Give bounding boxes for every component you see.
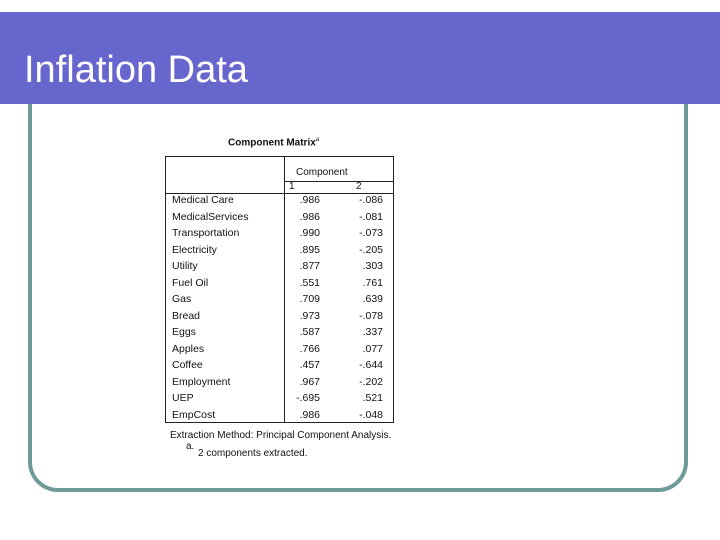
component-2-value: -.081: [359, 210, 383, 223]
component-2-value: .639: [362, 293, 383, 305]
row-label: Utility: [172, 260, 198, 272]
table-row: [166, 310, 393, 327]
component-2-value: .303: [362, 260, 383, 272]
table-row: [166, 343, 393, 360]
table-row: [166, 277, 393, 294]
row-label: Electricity: [172, 243, 217, 256]
table-row: [166, 409, 393, 426]
component-2-value: .761: [362, 276, 383, 289]
component-1-value: .766: [299, 342, 320, 355]
row-label: Transportation: [172, 227, 240, 239]
footnote-marker: a.: [186, 441, 195, 452]
matrix-caption-superscript: a: [315, 137, 320, 143]
component-matrix-figure: [160, 128, 422, 458]
table-row: [166, 244, 393, 261]
row-label: Eggs: [172, 326, 196, 338]
column-header-1: 1: [289, 181, 295, 192]
component-2-value: -.644: [359, 359, 383, 371]
column-header-2: 2: [356, 181, 362, 192]
component-2-value: .077: [362, 342, 383, 355]
component-1-value: .551: [299, 276, 320, 289]
matrix-caption-text: Component Matrix: [228, 137, 316, 149]
component-group-header: Component: [296, 167, 348, 178]
component-1-value: .990: [299, 227, 320, 239]
slide-title: Inflation Data: [24, 49, 248, 91]
group-header-divider: [284, 181, 393, 182]
component-2-value: -.073: [359, 227, 383, 239]
component-2-value: -.202: [359, 375, 383, 388]
row-label: Employment: [172, 375, 231, 388]
table-row: [166, 227, 393, 244]
table-row: [166, 326, 393, 343]
component-1-value: .457: [299, 359, 320, 371]
row-label: Gas: [172, 293, 192, 305]
component-1-value: .986: [299, 194, 320, 206]
row-label: Coffee: [172, 359, 203, 371]
component-2-value: -.205: [359, 243, 383, 256]
component-2-value: .337: [362, 326, 383, 338]
row-label: Medical Care: [172, 194, 234, 206]
table-row: [166, 260, 393, 277]
component-1-value: .877: [299, 260, 320, 272]
component-1-value: .709: [299, 293, 320, 305]
table-row: [166, 359, 393, 376]
row-label: Bread: [172, 309, 201, 322]
table-row: [166, 293, 393, 310]
component-2-value: -.086: [359, 194, 383, 206]
component-1-value: .973: [299, 309, 320, 322]
table-row: [166, 392, 393, 409]
table-row: [166, 211, 393, 228]
component-1-value: .895: [299, 243, 320, 256]
component-2-value: -.048: [359, 408, 383, 421]
component-1-value: .587: [299, 326, 320, 338]
table-row: [166, 194, 393, 211]
component-1-value: .986: [299, 210, 320, 223]
component-1-value: -.695: [296, 392, 320, 404]
footnote-method: Extraction Method: Principal Component Analysis.: [170, 430, 392, 441]
component-2-value: .521: [362, 392, 383, 404]
component-2-value: -.078: [359, 309, 383, 322]
slide-title-bar: [0, 12, 720, 104]
row-label: MedicalServices: [172, 210, 249, 223]
matrix-caption: [228, 137, 319, 148]
row-label: UEP: [172, 392, 194, 404]
table-row: [166, 376, 393, 393]
row-label: Fuel Oil: [172, 276, 209, 289]
row-label: EmpCost: [172, 408, 216, 421]
component-1-value: .967: [299, 375, 320, 388]
footnote-extracted: 2 components extracted.: [198, 448, 308, 458]
row-label: Apples: [172, 342, 205, 355]
component-1-value: .986: [299, 408, 320, 421]
component-matrix-table: [165, 156, 394, 423]
